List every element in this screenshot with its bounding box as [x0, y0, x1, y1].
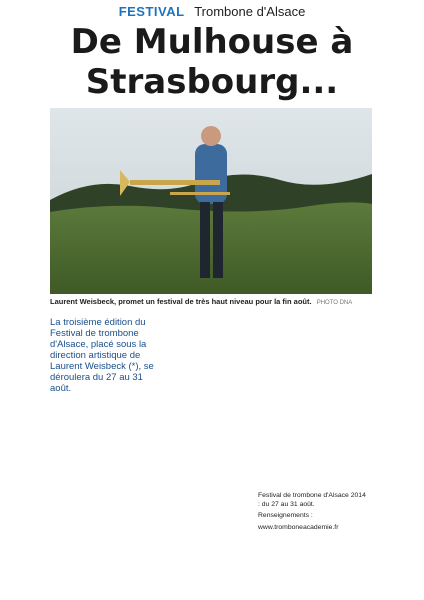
section-kicker: FESTIVAL: [118, 4, 185, 19]
section-header: [0, 4, 424, 19]
photo-caption: [50, 297, 380, 306]
article-photo: [50, 108, 372, 294]
info-line-1: Festival de trombone d'Alsace 2014 : du 27 au 31 août.: [258, 492, 366, 508]
section-topic: Trombone d'Alsace: [194, 4, 306, 19]
caption-text: Laurent Weisbeck, promet un festival de très haut niveau pour la fin août.: [50, 297, 312, 306]
headline-line-1: De Mulhouse à: [70, 22, 354, 62]
headline-line-2: Strasbourg...: [85, 62, 339, 102]
info-line-3: www.tromboneacademie.fr: [258, 523, 339, 531]
info-box: [258, 492, 368, 535]
photo-illustration: [50, 108, 372, 294]
lede-paragraph: La troisième édition du Festival de trombone d'Alsace, placé sous la direction artistique de Laurent Weisbeck (*), se déroulera du 27 au 31 août.: [50, 317, 154, 394]
headline: [0, 22, 424, 102]
info-line-2: Renseignements :: [258, 512, 313, 520]
photo-credit: PHOTO DNA: [316, 300, 353, 306]
